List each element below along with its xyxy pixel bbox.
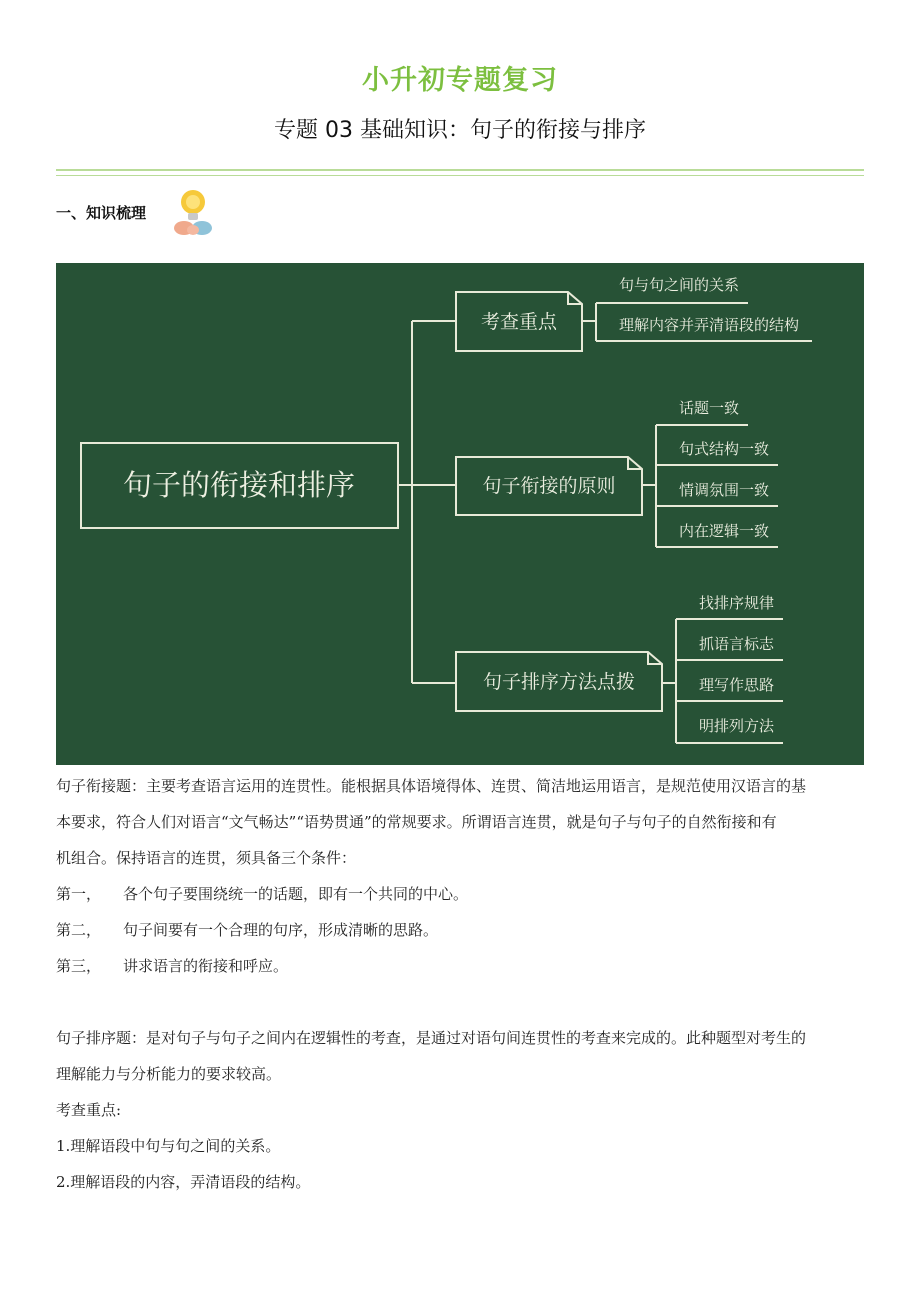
branch-label-1: 考查重点	[480, 311, 558, 333]
condition-text: 各个句子要围绕统一的话题，即有一个共同的中心。	[123, 885, 469, 903]
leaf-3-2: 抓语言标志	[699, 635, 775, 653]
condition-item	[56, 948, 868, 984]
focus-item: 2.理解语段的内容，弄清语段的结构。	[56, 1173, 311, 1191]
condition-item	[56, 876, 868, 912]
mindmap-board	[56, 263, 864, 765]
paragraph-line: 句子衔接题：主要考查语言运用的连贯性。能根据具体语境得体、连贯、简洁地运用语言，是规范使用汉语言的基	[56, 777, 807, 795]
branch-label-3: 句子排序方法点拨	[482, 671, 636, 693]
leaf-2-1: 话题一致	[679, 399, 740, 417]
lightbulb-icon	[170, 186, 216, 238]
condition-text: 句子间要有一个合理的句序，形成清晰的思路。	[123, 921, 439, 939]
leaf-2-3: 情调氛围一致	[679, 481, 770, 499]
section-heading: 一、知识梳理	[56, 204, 147, 222]
paragraph-cohesion	[56, 768, 868, 984]
paragraph-line: 本要求，符合人们对语言“文气畅达”“语势贯通”的常规要求。所谓语言连贯，就是句子与句子的自然衔接和有	[56, 813, 777, 831]
page-title: 小升初专题复习	[362, 65, 558, 96]
leaf-3-4: 明排列方法	[699, 717, 775, 735]
header-divider	[56, 169, 864, 176]
leaf-3-3: 理写作思路	[699, 676, 775, 694]
branch-label-2: 句子衔接的原则	[482, 475, 616, 497]
paragraph-line: 理解能力与分析能力的要求较高。	[56, 1065, 282, 1083]
paragraph-line: 句子排序题：是对句子与句子之间内在逻辑性的考查，是通过对语句间连贯性的考查来完成的。此种题型对考生的	[56, 1029, 807, 1047]
condition-label: 第二，	[56, 921, 102, 939]
paragraph-ordering	[56, 1020, 868, 1200]
leaf-2-2: 句式结构一致	[679, 440, 770, 458]
condition-label: 第三，	[56, 957, 102, 975]
leaf-1-1: 句与句之间的关系	[619, 276, 740, 294]
leaf-3-1: 找排序规律	[699, 594, 775, 612]
paragraph-line: 机组合。保持语言的连贯，须具备三个条件：	[56, 849, 357, 867]
focus-item: 1.理解语段中句与句之间的关系。	[56, 1137, 281, 1155]
leaf-2-4: 内在逻辑一致	[679, 522, 770, 540]
condition-item	[56, 912, 868, 948]
condition-text: 讲求语言的衔接和呼应。	[123, 957, 289, 975]
center-label: 句子的衔接和排序	[122, 468, 356, 502]
leaf-1-2: 理解内容并弄清语段的结构	[619, 316, 800, 334]
page-subtitle: 专题 03 基础知识：句子的衔接与排序	[274, 118, 646, 143]
focus-heading: 考查重点:	[56, 1101, 122, 1119]
condition-label: 第一，	[56, 885, 102, 903]
